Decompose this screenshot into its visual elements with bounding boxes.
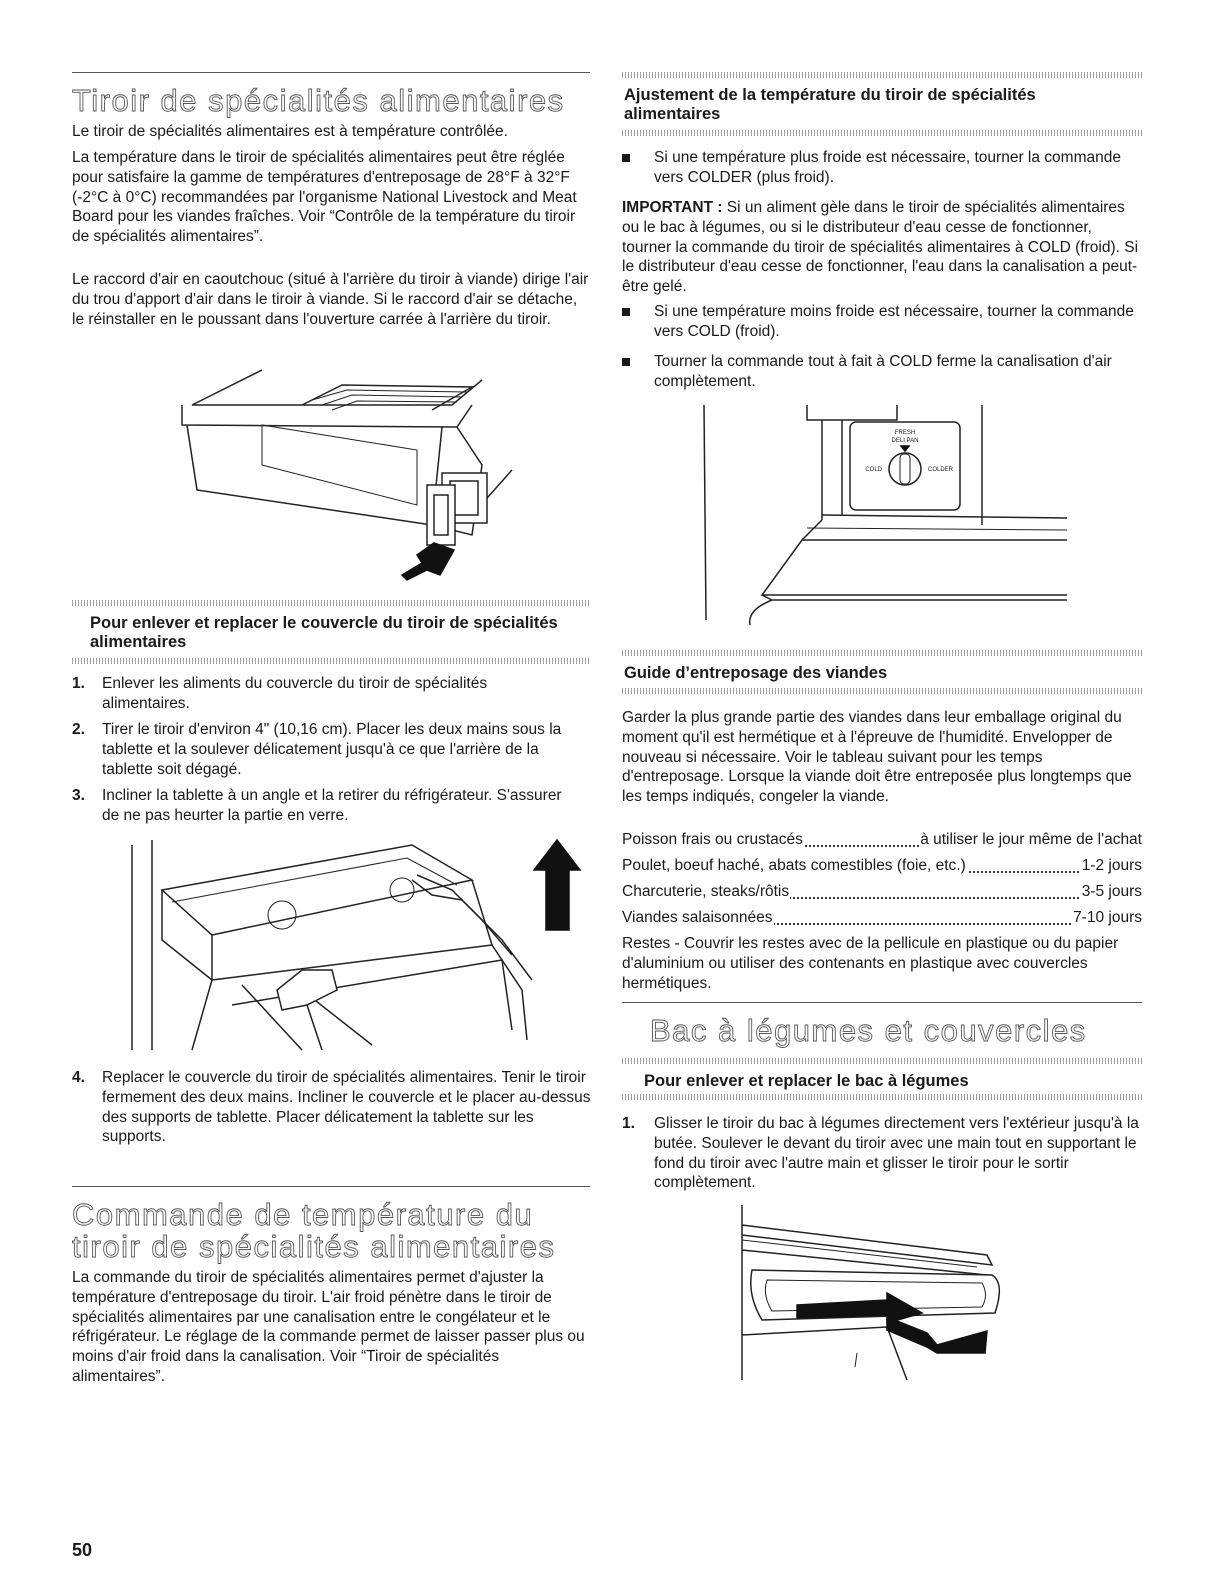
dial-label-cold: COLD [865,467,882,473]
dial-label-deli-pan: DELI PAN [891,438,919,444]
hatch-rule [622,1094,1142,1100]
step-number: 4. [72,1069,85,1086]
hatch-rule [622,1058,1142,1064]
meat-storage-paragraph: Garder la plus grande partie des viandes dans leur emballage original du moment qu'il est hermétique et à l'épreuve de l'humidité. Envelopper de nouveau si nécessaire. Voir le tableau suivant pour les temps d'entreposage. Lorsque la viande doit être entreposée plus longtemps que les temps indiqués, congeler la viande. [622,709,1132,806]
hatch-rule [622,650,1142,656]
bullet-icon [622,154,630,162]
storage-item: Poisson frais ou crustacés [622,831,803,848]
shelf-removal-illustration [132,840,592,1050]
bullet-text: Si une température plus froide est nécessaire, tourner la commande vers COLDER (plus froid). [654,149,1121,186]
storage-item: Viandes salaisonnées [622,909,773,926]
step-text: Enlever les aliments du couvercle du tiroir de spécialités alimentaires. [102,675,488,712]
storage-time: 1-2 jours [1081,857,1142,874]
heading-commande-line2: tiroir de spécialités alimentaires [72,1229,556,1264]
heading-bac-legumes: Bac à légumes et couvercles [650,1013,1087,1048]
section-rule [622,1002,1142,1003]
hatch-rule [622,130,1142,136]
meat-drawer-illustration [172,365,592,585]
air-fitting-paragraph: Le raccord d'air en caoutchouc (situé à l'arrière du tiroir à viande) dirige l'air du trou d'apport d'air dans le tiroir à viande. Si le raccord d'air se détache, le réinstaller en le poussant dans l'ouverture carrée à l'arrière du tiroir. [72,271,589,328]
storage-time: 3-5 jours [1081,883,1142,900]
step-number: 1. [72,675,85,692]
storage-time: à utiliser le jour même de l'achat [920,831,1142,848]
hatch-rule [72,658,590,664]
leftovers-paragraph: Restes - Couvrir les restes avec de la pellicule en plastique ou du papier d'aluminium ou utiliser des contenants en plastique avec couvercles hermétiques. [622,935,1119,992]
important-text: Si un aliment gèle dans le tiroir de spécialités alimentaires ou le bac à légumes, ou si le distributeur d'eau cesse de fonctionner, tourner la commande du tiroir de spécialités alimentaires à COLD (froid). Si le distributeur d'eau cesse de fonctionner, l'eau dans la canalisation a peut-être gelé. [622,199,1139,296]
dial-label-colder: COLDER [928,467,954,473]
step-text: Incliner la tablette à un angle et la retirer du réfrigérateur. S'assurer de ne pas heurter la partie en verre. [102,787,562,824]
hatch-rule [622,688,1142,694]
storage-item: Charcuterie, steaks/rôtis [622,883,790,900]
storage-item: Poulet, boeuf haché, abats comestibles (foie, etc.) [622,857,966,874]
crisper-drawer-illustration [737,1205,1037,1385]
page-number: 50 [72,1540,93,1560]
heading-tiroir-specialites: Tiroir de spécialités alimentaires [72,83,565,118]
bullet-text: Si une température moins froide est nécessaire, tourner la commande vers COLD (froid). [654,303,1134,340]
bullet-text: Tourner la commande tout à fait à COLD ferme la canalisation d'air complètement. [654,353,1112,390]
bullet-icon [622,308,630,316]
dial-label-fresh: FRESH [894,430,916,436]
step-text: Replacer le couvercle du tiroir de spécialités alimentaires. Tenir le tiroir fermement des deux mains. Incliner le couvercle et le placer au-dessus des supports de tablette. Placer délicatement la tablette sur les supports. [102,1069,591,1146]
step-text: Tirer le tiroir d'environ 4" (10,16 cm). Placer les deux mains sous la tablette et la soulever délicatement jusqu'à ce que l'arrière de la tablette soit dégagé. [102,721,562,778]
bullet-icon [622,358,630,366]
hatch-rule [72,600,590,606]
important-label: IMPORTANT : [622,199,723,216]
storage-time: 7-10 jours [1073,909,1142,926]
hatch-rule [622,72,1142,78]
section-rule [72,1186,590,1187]
intro-paragraph: Le tiroir de spécialités alimentaires est à température contrôlée. [72,123,508,140]
heading-commande-line1: Commande de température du [72,1197,534,1232]
subhead-adjust-temperature: Ajustement de la température du tiroir de spécialités alimentaires [624,86,1036,123]
subhead-remove-crisper: Pour enlever et replacer le bac à légumes [644,1072,969,1090]
important-note [622,198,1142,297]
control-paragraph: La commande du tiroir de spécialités alimentaires permet d'ajuster la température d'entreposage du tiroir. L'air froid pénètre dans le tiroir de spécialités alimentaires par une canalisation entre le congélateur et le réfrigérateur. Le réglage de la commande permet de laisser passer plus ou moins d'air froid dans la canalisation. Voir “Tiroir de spécialités alimentaires”. [72,1269,585,1385]
step-number: 3. [72,787,85,804]
temperature-paragraph: La température dans le tiroir de spécialités alimentaires peut être réglée pour satisfaire la gamme de températures d'entreposage de 28°F à 32°F (-2°C à 0°C) recommandées par l'organisme National Livestock and Meat Board pour les viandes fraîches. Voir “Contrôle de la température du tiroir de spécialités alimentaires”. [72,149,577,246]
subhead-remove-cover: Pour enlever et replacer le couvercle du tiroir de spécialités alimentaires [90,614,558,651]
subhead-meat-storage: Guide d’entreposage des viandes [624,664,888,682]
control-dial-illustration [702,400,1072,640]
step-number: 2. [72,721,85,738]
step-number: 1. [622,1115,635,1132]
step-text: Glisser le tiroir du bac à légumes directement vers l'extérieur jusqu'à la butée. Soulever le devant du tiroir avec une main tout en supportant le fond du tiroir avec l'autre main et glisser le tiroir pour le sortir complètement. [654,1115,1139,1192]
section-rule [72,72,590,73]
